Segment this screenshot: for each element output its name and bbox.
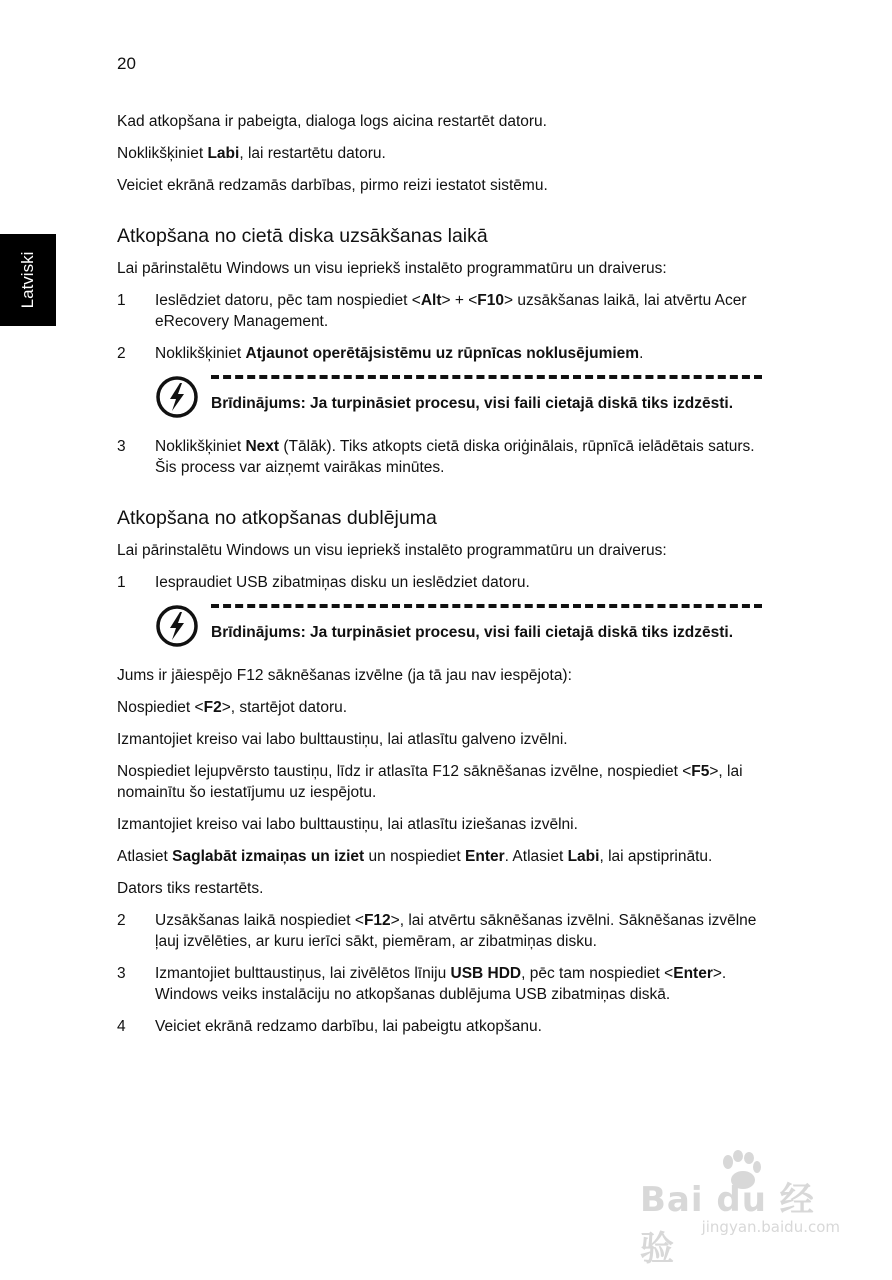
watermark-brand: Bai du 经验: [640, 1180, 815, 1269]
warning-box: [155, 375, 762, 414]
body-paragraph: Atlasiet Saglabāt izmaiņas un iziet un nospiediet Enter. Atlasiet Labi, lai apstiprinātu.: [117, 848, 713, 865]
step-item: 1 Ieslēdziet datoru, pēc tam nospiediet <Alt> + <F10> uzsākšanas laikā, lai atvērtu Acer eRecovery Management.: [117, 292, 747, 330]
step-number: 3: [117, 438, 126, 455]
watermark-url: jingyan.baidu.com: [701, 1218, 840, 1236]
step-number: 1: [117, 292, 126, 309]
intro-paragraph: Veiciet ekrānā redzamās darbības, pirmo reizi iestatot sistēmu.: [117, 177, 548, 194]
section-heading: Atkopšana no cietā diska uzsākšanas laikā: [117, 225, 488, 247]
warning-divider: [211, 604, 762, 608]
warning-lightning-icon: [155, 375, 199, 419]
page-content: [117, 111, 762, 1048]
body-paragraph: Dators tiks restartēts.: [117, 880, 264, 897]
warning-lightning-icon: [155, 604, 199, 648]
step-number: 1: [117, 574, 126, 591]
step-number: 2: [117, 345, 126, 362]
body-paragraph: Nospiediet <F2>, startējot datoru.: [117, 699, 348, 716]
language-tab-label: Latviski: [18, 251, 37, 309]
step-number: 3: [117, 965, 126, 982]
body-paragraph: Izmantojiet kreiso vai labo bulttaustiņu, lai atlasītu galveno izvēlni.: [117, 731, 568, 748]
section-heading: Atkopšana no atkopšanas dublējuma: [117, 507, 437, 529]
page-number: 20: [117, 54, 136, 73]
warning-text: Brīdinājums: Ja turpināsiet procesu, visi faili cietajā diskā tiks izdzēsti.: [211, 624, 734, 641]
section-lead: Lai pārinstalētu Windows un visu iepriekš instalēto programmatūru un draiverus:: [117, 542, 667, 559]
intro-paragraph: Noklikšķiniet Labi, lai restartētu datoru.: [117, 145, 386, 162]
step-item: 4 Veiciet ekrānā redzamo darbību, lai pabeigtu atkopšanu.: [117, 1018, 542, 1035]
step-number: 2: [117, 912, 126, 929]
baidu-watermark: [640, 1150, 840, 1269]
step-item: 2 Uzsākšanas laikā nospiediet <F12>, lai atvērtu sāknēšanas izvēlni. Sāknēšanas izvēlne ļauj izvēlēties, ar kuru ierīci sākt, piemēram, ar zibatmiņas disku.: [117, 912, 757, 950]
warning-box: [155, 604, 762, 643]
body-paragraph: Nospiediet lejupvērsto taustiņu, līdz ir atlasīta F12 sāknēšanas izvēlne, nospiediet <F5>, lai nomainītu šo iestatījumu uz iespējotu.: [117, 763, 743, 801]
intro-paragraph: Kad atkopšana ir pabeigta, dialoga logs aicina restartēt datoru.: [117, 113, 547, 130]
body-paragraph: Izmantojiet kreiso vai labo bulttaustiņu, lai atlasītu iziešanas izvēlni.: [117, 816, 578, 833]
warning-divider: [211, 375, 762, 379]
body-paragraph: Jums ir jāiespējo F12 sāknēšanas izvēlne (ja tā jau nav iespējota):: [117, 667, 572, 684]
step-item: 3 Noklikšķiniet Next (Tālāk). Tiks atkopts cietā diska oriģinālais, rūpnīcā ielādētais saturs. Šis process var aizņemt vairākas minūtes.: [117, 438, 755, 476]
warning-text: Brīdinājums: Ja turpināsiet procesu, visi faili cietajā diskā tiks izdzēsti.: [211, 395, 734, 412]
step-item: 3 Izmantojiet bulttaustiņus, lai zivēlētos līniju USB HDD, pēc tam nospiediet <Enter>. Windows veiks instalāciju no atkopšanas dublējuma USB zibatmiņas diskā.: [117, 965, 727, 1003]
step-number: 4: [117, 1018, 126, 1035]
step-item: 1 Iespraudiet USB zibatmiņas disku un ieslēdziet datoru.: [117, 574, 530, 591]
language-tab: [0, 234, 56, 326]
section-lead: Lai pārinstalētu Windows un visu iepriekš instalēto programmatūru un draiverus:: [117, 260, 667, 277]
step-item: 2 Noklikšķiniet Atjaunot operētājsistēmu uz rūpnīcas noklusējumiem.: [117, 345, 644, 362]
